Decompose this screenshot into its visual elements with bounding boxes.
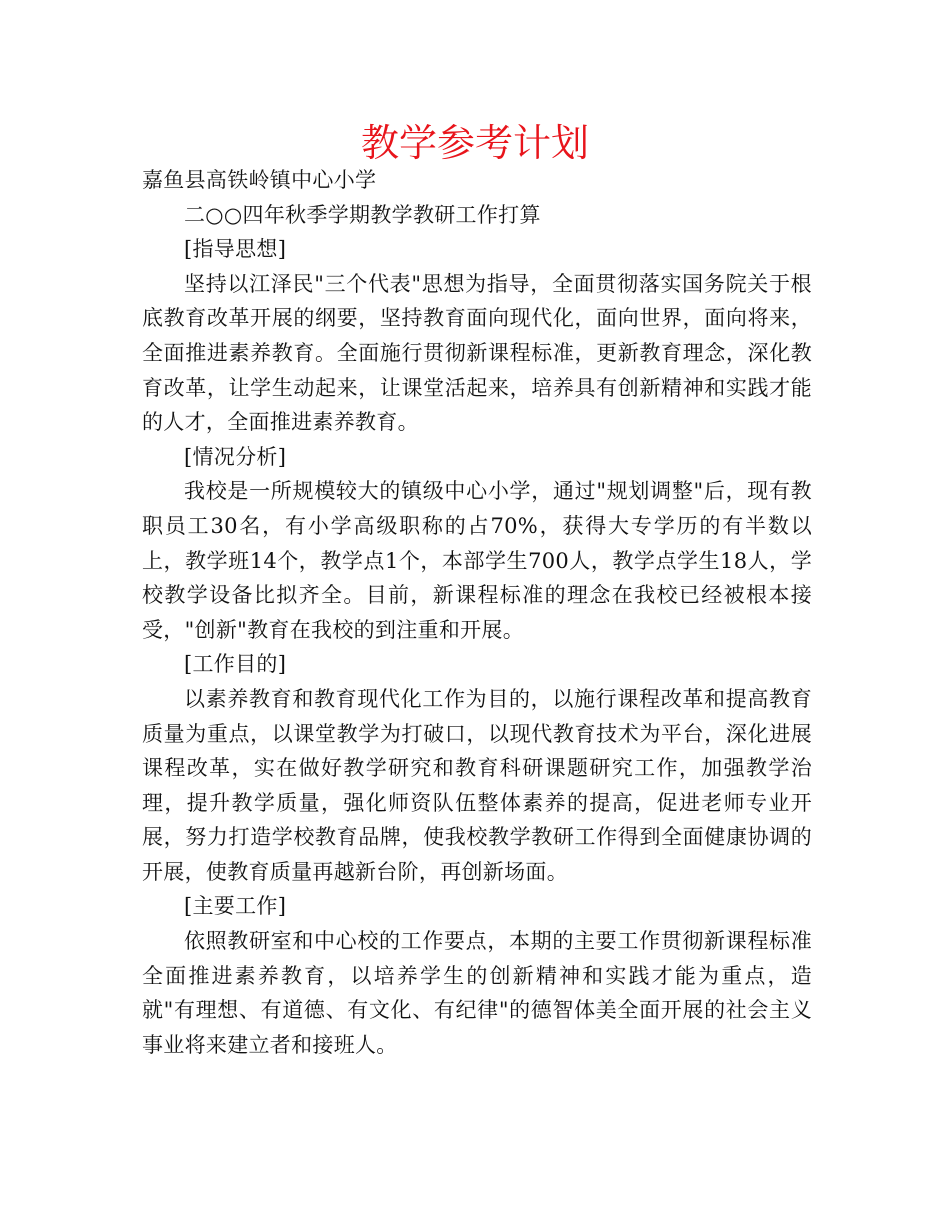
- document-body: [142, 163, 812, 1062]
- school-name: 嘉鱼县高铁岭镇中心小学: [142, 168, 377, 192]
- section-body-situation-analysis: 我校是一所规模较大的镇级中心小学，通过"规划调整"后，现有教职员工30名，有小学高级职称的占70%，获得大专学历的有半数以上，教学班14个，教学点1个，本部学生700人，教学点学生18人，学校教学设备比拟齐全。目前，新课程标准的理念在我校已经被根本接受，"创新"教育在我校的到注重和开展。: [142, 479, 812, 642]
- document-title: 教学参考计划: [360, 121, 589, 165]
- section-body-work-goals: 以素养教育和教育现代化工作为目的，以施行课程改革和提高教育质量为重点，以课堂教学为打破口，以现代教育技术为平台，深化进展课程改革，实在做好教学研究和教育科研课题研究工作，加强教学治理，提升教学质量，强化师资队伍整体素养的提高，促进老师专业开展，努力打造学校教育品牌，使我校教学教研工作得到全面健康协调的开展，使教育质量再越新台阶，再创新场面。: [142, 686, 812, 884]
- section-body-guiding-thought: 坚持以江泽民"三个代表"思想为指导，全面贯彻落实国务院关于根底教育改革开展的纲要，坚持教育面向现代化，面向世界，面向将来，全面推进素养教育。全面施行贯彻新课程标准，更新教育理念，深化教育改革，让学生动起来，让课堂活起来，培养具有创新精神和实践才能的人才，全面推进素养教育。: [142, 271, 812, 435]
- plan-subtitle: 二○○四年秋季学期教学教研工作打算: [184, 202, 541, 227]
- section-heading-situation-analysis: [情况分析]: [184, 444, 287, 469]
- section-body-main-work: 依照教研室和中心校的工作要点，本期的主要工作贯彻新课程标准全面推进素养教育，以培养学生的创新精神和实践才能为重点，造就"有理想、有道德、有文化、有纪律"的德智体美全面开展的社会主义事业将来建立者和接班人。: [142, 929, 812, 1057]
- section-heading-work-goals: [工作目的]: [184, 652, 287, 677]
- section-heading-guiding-thought: [指导思想]: [184, 237, 287, 262]
- section-heading-main-work: [主要工作]: [184, 894, 287, 919]
